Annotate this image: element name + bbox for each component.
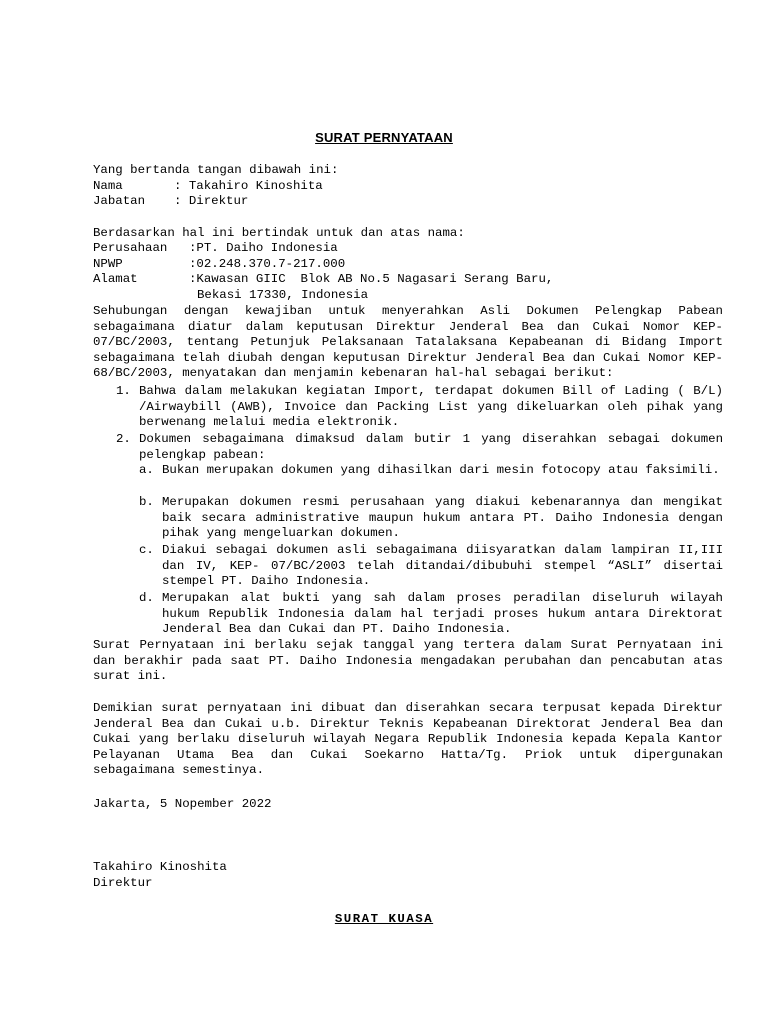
list-item: Bahwa dalam melakukan kegiatan Import, terdapat dokumen Bill of Lading ( B/L) /Airwaybill (AWB), Invoice dan Packing List yang dikeluarkan oleh pihak yang berwenang melalui media elektronik. — [139, 384, 723, 430]
name-value: : Takahiro Kinoshita — [174, 179, 323, 193]
address-line1: :Kawasan GIIC Blok AB No.5 Nagasari Serang Baru, — [189, 272, 554, 286]
place-date: Jakarta, 5 Nopember 2022 — [93, 797, 272, 811]
list-item: Diakui sebagai dokumen asli sebagaimana diisyaratkan dalam lampiran II,III dan IV, KEP- 07/BC/2003 telah ditandai/dibubuhi stempel “ASLI” disertai stempel PT. Daiho Indonesia. — [162, 543, 723, 589]
position-label: Jabatan — [93, 194, 146, 208]
company-label: Perusahaan — [93, 241, 168, 255]
company-value: :PT. Daiho Indonesia — [189, 241, 338, 255]
paragraph-validity: Surat Pernyataan ini berlaku sejak tanggal yang tertera dalam Surat Pernyataan ini dan berakhir pada saat PT. Daiho Indonesia mengadakan perubahan dan pencabutan atas surat ini. — [93, 638, 723, 684]
list-item: Bukan merupakan dokumen yang dihasilkan dari mesin fotocopy atau faksimili. — [162, 463, 720, 477]
list-item: Dokumen sebagaimana dimaksud dalam butir 1 yang diserahkan sebagai dokumen pelengkap pabean: — [139, 432, 723, 462]
item-number: 2. — [116, 432, 131, 446]
document-title: SURAT PERNYATAAN — [315, 130, 453, 145]
npwp-value: :02.248.370.7-217.000 — [189, 257, 346, 271]
basis-intro: Berdasarkan hal ini bertindak untuk dan atas nama: — [93, 226, 465, 240]
paragraph-obligation: Sehubungan dengan kewajiban untuk menyerahkan Asli Dokumen Pelengkap Pabean sebagaimana diatur dalam keputusan Direktur Jenderal Bea dan Cukai Nomor KEP-07/BC/2003, tentang Petunjuk Pelaksanaan Tatalaksana Kepabeanan di Bidang Import sebagaimana telah diubah dengan keputusan Direktur Jenderal Bea dan Cukai Nomor KEP-68/BC/2003, menyatakan dan menjamin kebenaran hal-hal sebagai berikut: — [93, 304, 723, 381]
address-line2: Bekasi 17330, Indonesia — [197, 288, 369, 302]
subitem-letter: a. — [139, 463, 154, 477]
npwp-label: NPWP — [93, 257, 123, 271]
signature-position: Direktur — [93, 876, 153, 890]
name-label: Nama — [93, 179, 123, 193]
item-number: 1. — [116, 384, 131, 398]
intro-text: Yang bertanda tangan dibawah ini: — [93, 163, 339, 177]
next-section-title: SURAT KUASA — [334, 912, 434, 926]
subitem-letter: c. — [139, 543, 154, 557]
subitem-letter: b. — [139, 495, 154, 509]
list-item: Merupakan alat bukti yang sah dalam proses peradilan diseluruh wilayah hukum Republik Indonesia dalam hal terjadi proses hukum antara Direktorat Jenderal Bea dan Cukai dan PT. Daiho Indonesia. — [162, 591, 723, 637]
paragraph-closing: Demikian surat pernyataan ini dibuat dan diserahkan secara terpusat kepada Direktur Jenderal Bea dan Cukai u.b. Direktur Teknis Kepabeanan Direktorat Jenderal Bea dan Cukai yang berlaku diseluruh wilayah Negara Republik Indonesia kepada Kepala Kantor Pelayanan Utama Bea dan Cukai Soekarno Hatta/Tg. Priok untuk dipergunakan sebagaimana semestinya. — [93, 701, 723, 778]
signature-name: Takahiro Kinoshita — [93, 860, 227, 874]
list-item: Merupakan dokumen resmi perusahaan yang diakui kebenarannya dan mengikat baik secara administrative maupun hukum antara PT. Daiho Indonesia dengan pihak yang mengeluarkan dokumen. — [162, 495, 723, 541]
address-label: Alamat — [93, 272, 138, 286]
subitem-letter: d. — [139, 591, 154, 605]
position-value: : Direktur — [174, 194, 249, 208]
